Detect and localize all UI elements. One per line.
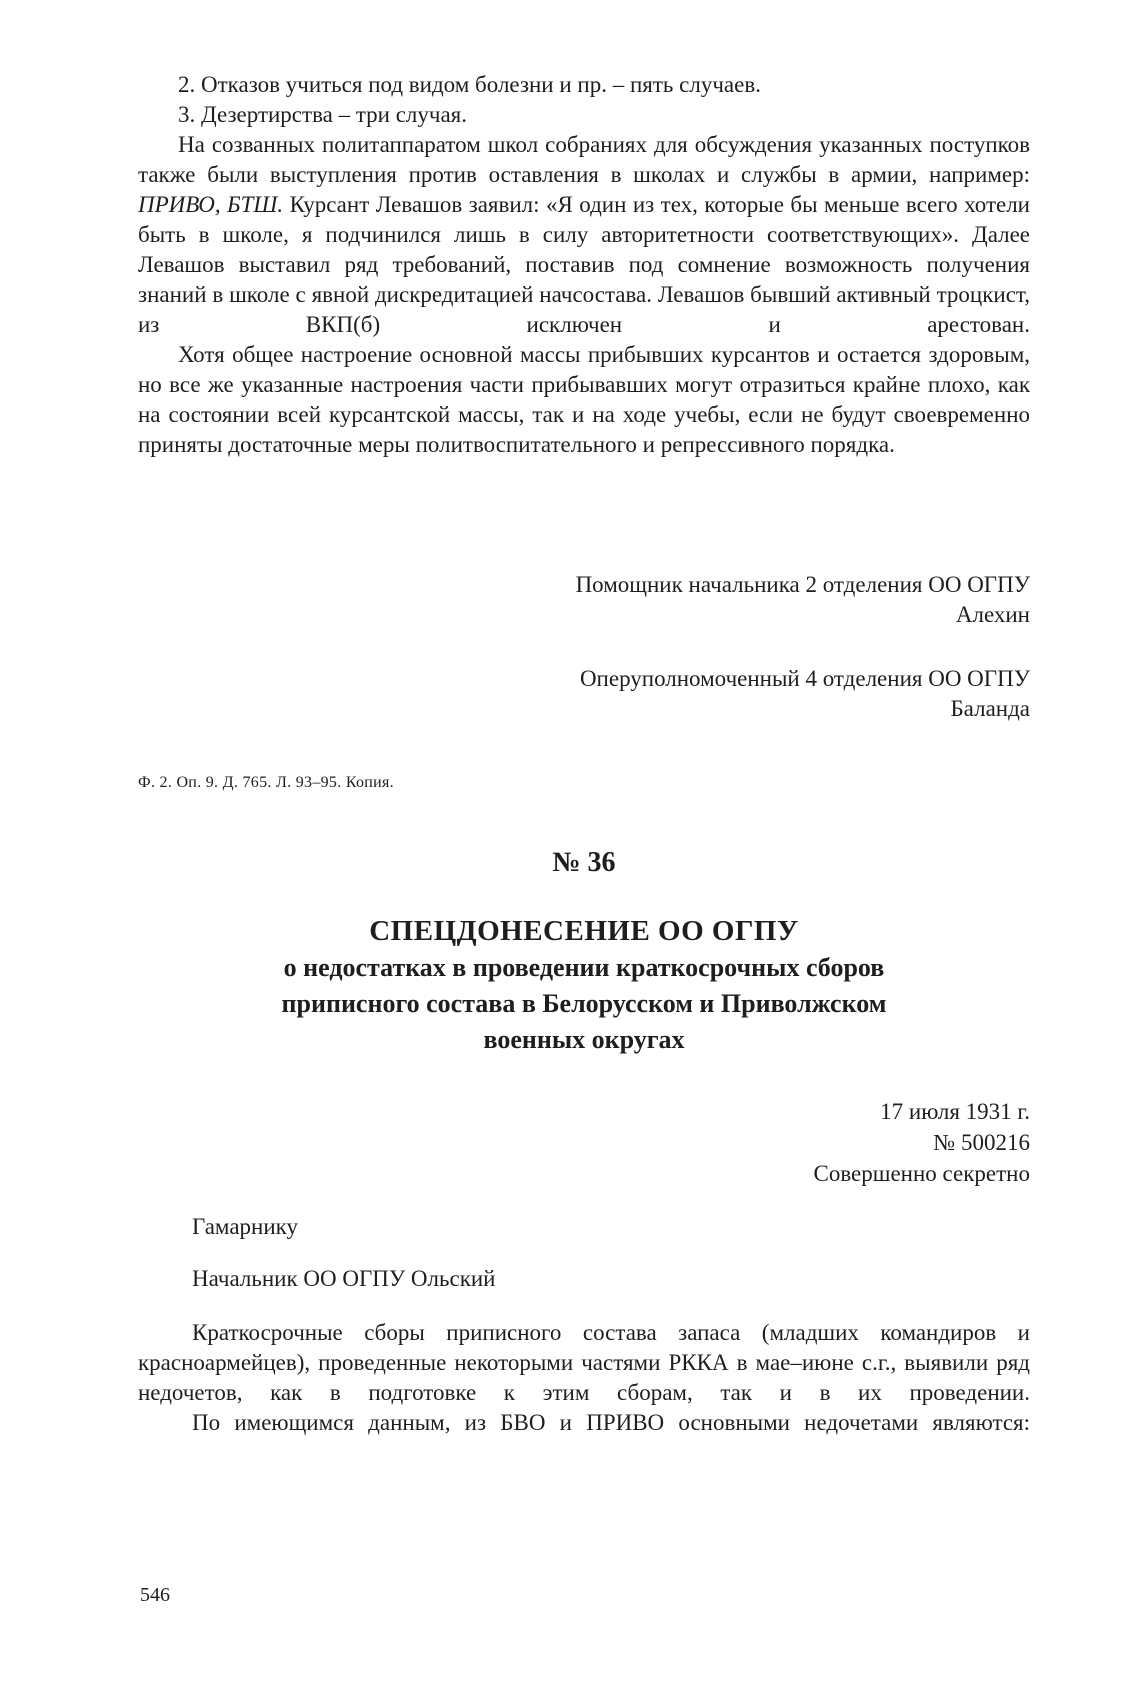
document-meta — [138, 1096, 1030, 1189]
paragraph-meetings-text-1: На созванных политаппаратом школ собраниях для обсуждения указанных поступков также были выступления против оставления в школах и службы в армии, например: — [138, 132, 1030, 187]
document-title-block — [138, 912, 1030, 1058]
addressee: Гамарнику — [192, 1214, 299, 1239]
paragraph-meetings — [138, 130, 1030, 340]
document-title: СПЕЦДОНЕСЕНИЕ ОО ОГПУ — [369, 915, 799, 947]
signature-1-name: Алехин — [955, 602, 1030, 627]
page-number: 546 — [140, 1584, 170, 1606]
document-subtitle-line-2: приписного состава в Белорусском и Приволжском — [281, 989, 887, 1018]
signature-block-1 — [138, 570, 1030, 630]
top-text-block — [138, 70, 1030, 460]
report-body — [138, 1318, 1030, 1438]
report-paragraph-1: Краткосрочные сборы приписного состава запаса (младших командиров и красноармейцев), проведенные некоторыми частями РККА в мае–июне с.г., выявили ряд недочетов, как в подготовке к этим сборам, так и в их проведении. — [138, 1320, 1030, 1405]
document-subtitle-line-3: военных округах — [483, 1025, 685, 1054]
signature-2-name: Баланда — [950, 696, 1030, 721]
document-classification: Совершенно секретно — [813, 1161, 1030, 1186]
document-date: 17 июля 1931 г. — [880, 1099, 1030, 1124]
paragraph-meetings-text-2: Курсант Левашов заявил: «Я один из тех, которые бы меньше всего хотели быть в школе, я подчинился лишь в силу авторитетности соответствующих». Далее Левашов выставил ряд требований, поставив под сомнение возможность получения знаний в школе с явной дискредитацией начсостава. Левашов бывший активный троцкист, из ВКП(б) исключен и арестован. — [138, 192, 1030, 337]
archive-reference: Ф. 2. Оп. 9. Д. 765. Л. 93–95. Копия. — [138, 774, 394, 791]
paragraph-meetings-emphasis: ПРИВО, БТШ. — [138, 192, 284, 217]
document-reg-number: № 500216 — [933, 1130, 1030, 1155]
document-number: № 36 — [552, 847, 616, 878]
list-item-3: 3. Дезертирства – три случая. — [178, 102, 468, 127]
signature-block-2 — [138, 664, 1030, 724]
paragraph-mood: Хотя общее настроение основной массы прибывших курсантов и остается здоровым, но все же указанные настроения части прибывавших могут отразиться крайне плохо, как на состоянии всей курсантской массы, так и на ходе учебы, если не будут своевременно приняты достаточные меры политвоспитательного и репрессивного порядка. — [138, 342, 1030, 457]
list-item-2: 2. Отказов учиться под видом болезни и пр. – пять случаев. — [178, 72, 761, 97]
signature-1-title: Помощник начальника 2 отделения ОО ОГПУ — [575, 572, 1030, 597]
sender: Начальник ОО ОГПУ Ольский — [192, 1266, 496, 1291]
report-paragraph-2: По имеющимся данным, из БВО и ПРИВО основными недочетами являются: — [192, 1410, 1030, 1435]
signature-2-title: Оперуполномоченный 4 отделения ОО ОГПУ — [579, 666, 1030, 691]
document-subtitle-line-1: о недостатках в проведении краткосрочных сборов — [283, 953, 885, 982]
